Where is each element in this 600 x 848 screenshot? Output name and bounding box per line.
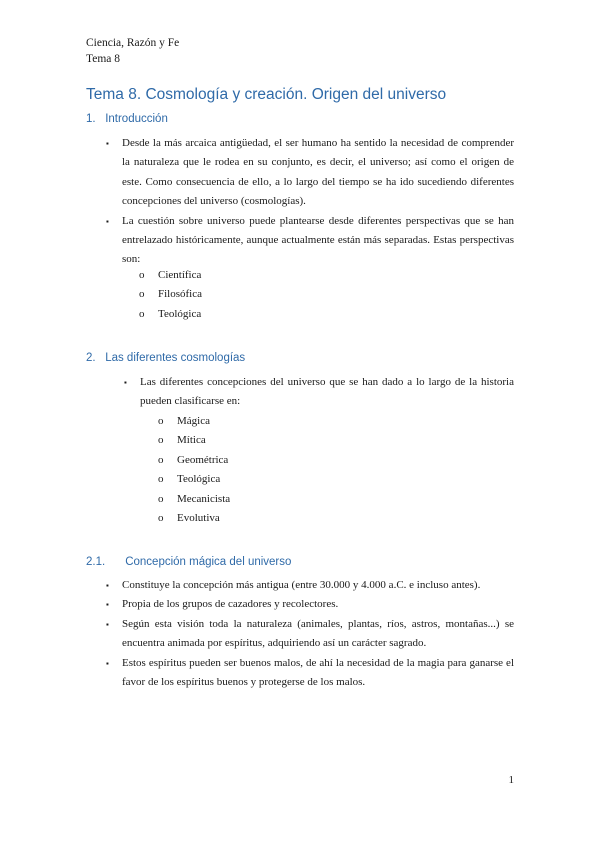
bullet-icon: ▪ (106, 581, 109, 590)
list-item-text: Las diferentes concepciones del universo que se han dado a lo largo de la historia pueden clasificarse en: (140, 376, 514, 408)
magica-bullet-list (106, 576, 514, 692)
list-item-text: Filosófica (158, 288, 202, 301)
list-item-text: Evolutiva (177, 512, 220, 525)
section-number: 2.1. (86, 556, 106, 568)
intro-sub-list (139, 266, 202, 324)
bullet-icon: ▪ (106, 216, 109, 226)
list-item-text: La cuestión sobre universo puede plantearse desde diferentes perspectivas que se han entrelazado históricamente, aunque actualmente están más separadas. Estas perspectivas son: (122, 214, 514, 266)
bullet-icon: ▪ (106, 139, 109, 148)
section-title: Concepción mágica del universo (125, 556, 292, 568)
list-item (158, 490, 231, 509)
section-heading-cosmologias (86, 352, 245, 364)
header-course: Ciencia, Razón y Fe (86, 37, 180, 49)
list-item-text: Mítica (177, 434, 206, 447)
bullet-icon: ▪ (106, 658, 109, 668)
list-item (158, 509, 230, 528)
circle-bullet-icon: o (139, 269, 145, 281)
section-heading-introduccion (86, 113, 168, 125)
list-item (106, 654, 514, 693)
page-header (86, 35, 179, 67)
list-item-text: Desde la más arcaica antigüedad, el ser humano ha sentido la necesidad de comprender la naturaleza que le rodea en su conjunto, es decir, el universo; así como el origen de este. Como consecuencia de ello, a lo largo del tiempo se ha ido sucediendo diferentes concepciones del universo (cosmologías). (122, 137, 514, 208)
circle-bullet-icon: o (158, 473, 164, 486)
list-item-text: Geométrica (177, 453, 229, 466)
list-item (106, 576, 514, 595)
section-number: 1. (86, 113, 96, 125)
list-item (106, 212, 514, 270)
list-item (158, 470, 230, 489)
section-number: 2. (86, 352, 96, 364)
bullet-icon: ▪ (106, 619, 109, 629)
section-title: Introducción (105, 113, 168, 125)
circle-bullet-icon: o (158, 434, 164, 447)
circle-bullet-icon: o (158, 415, 164, 427)
list-item (106, 595, 514, 614)
list-item-text: Científica (158, 269, 202, 281)
header-topic: Tema 8 (86, 53, 121, 65)
list-item (106, 134, 514, 212)
list-item-text: Teológica (158, 307, 202, 320)
bullet-icon: ▪ (106, 600, 109, 610)
list-item (106, 615, 514, 654)
list-item (139, 266, 202, 285)
list-item (139, 305, 202, 324)
list-item-text: Según esta visión toda la naturaleza (animales, plantas, ríos, astros, montañas...) se encuentra animada por espíritus, adquiriendo así un carácter sagrado. (122, 617, 514, 650)
list-item-text: Teológica (177, 473, 221, 486)
list-item (158, 412, 230, 431)
list-item (124, 373, 514, 412)
circle-bullet-icon: o (158, 512, 164, 525)
circle-bullet-icon: o (139, 307, 145, 320)
section-title: Las diferentes cosmologías (105, 352, 246, 364)
document-title: Tema 8. Cosmología y creación. Origen del universo (86, 86, 447, 103)
subsection-heading-magica (86, 556, 291, 568)
intro-bullet-list (106, 134, 514, 270)
circle-bullet-icon: o (158, 492, 164, 505)
list-item-text: Estos espíritus pueden ser buenos malos, de ahí la necesidad de la magia para ganarse el favor de los espíritus buenos y protegerse de los malos. (122, 656, 514, 689)
list-item-text: Propia de los grupos de cazadores y recolectores. (122, 598, 339, 611)
cosmologias-bullet-list (124, 373, 514, 412)
list-item (158, 451, 230, 470)
circle-bullet-icon: o (158, 453, 164, 466)
list-item (139, 285, 202, 304)
bullet-icon: ▪ (124, 378, 127, 387)
list-item-text: Mágica (177, 415, 210, 427)
list-item-text: Mecanicista (177, 492, 231, 505)
list-item-text: Constituye la concepción más antigua (entre 30.000 y 4.000 a.C. e incluso antes). (122, 579, 481, 591)
cosmologias-sub-list (158, 412, 231, 528)
page-number: 1 (508, 774, 514, 786)
list-item (158, 431, 230, 450)
circle-bullet-icon: o (139, 288, 145, 301)
